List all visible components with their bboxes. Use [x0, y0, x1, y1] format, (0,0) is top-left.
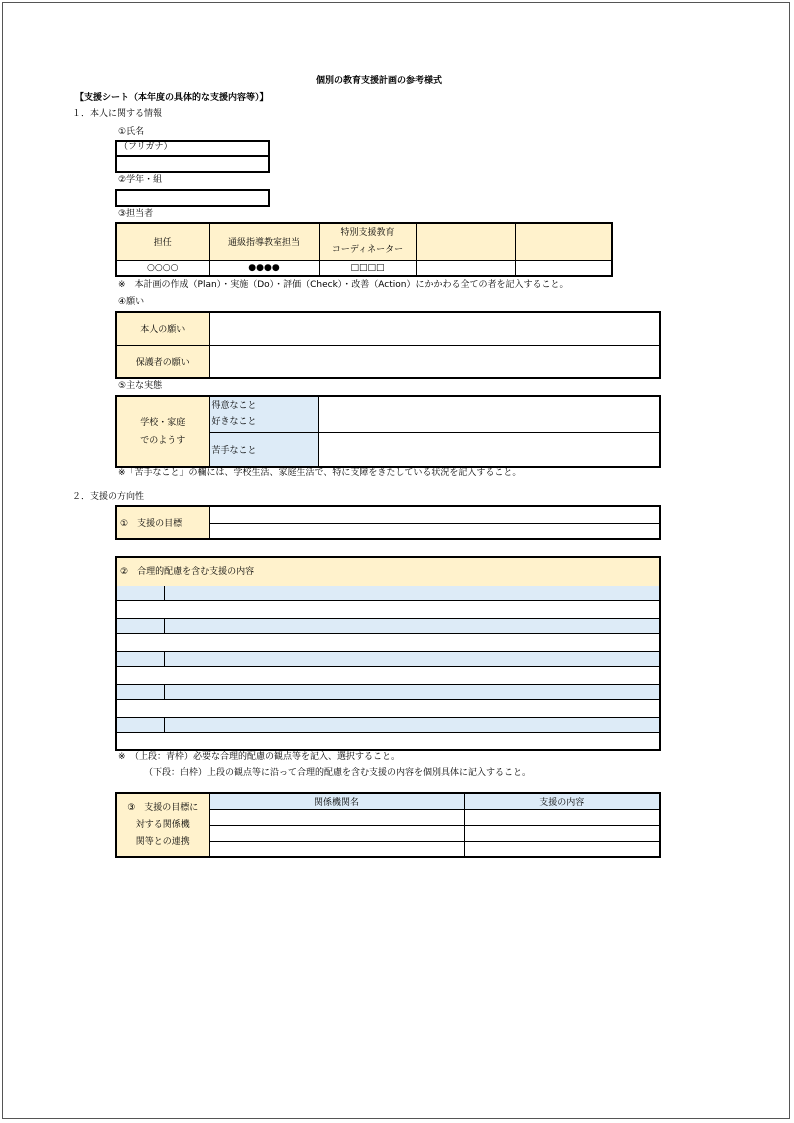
- support-viewpoint-row[interactable]: [117, 586, 659, 601]
- staff-header-coordinator: [319, 223, 416, 260]
- support-note-1: ※ （上段：青枠）必要な合理的配慮の観点等を記入、選択すること。: [118, 752, 401, 762]
- document-title: 個別の教育支援計画の参考様式: [316, 76, 443, 86]
- wish-guardian-input[interactable]: [209, 345, 660, 378]
- support-viewpoint-divider: [164, 718, 165, 733]
- goal-input-1[interactable]: [209, 506, 660, 523]
- staff-header-blank-1: [416, 223, 515, 260]
- support-viewpoint-divider: [164, 652, 165, 667]
- support-content-row[interactable]: [117, 667, 659, 685]
- content-input-3[interactable]: [464, 841, 660, 857]
- agency-input-1[interactable]: [209, 809, 464, 825]
- name-label: ①氏名: [118, 127, 145, 137]
- support-viewpoint-row[interactable]: [117, 652, 659, 667]
- wish-self-label: 本人の願い: [116, 312, 209, 345]
- staff-value-tsukyu[interactable]: ●●●●: [209, 260, 319, 276]
- cooperation-col-agency: 関係機関名: [209, 793, 464, 809]
- staff-header-blank-2: [515, 223, 612, 260]
- content-input-2[interactable]: [464, 825, 660, 841]
- good-line2: 好きなこと: [211, 417, 257, 428]
- weak-things-input[interactable]: [318, 432, 660, 467]
- staff-table: [115, 222, 613, 277]
- support-viewpoint-row[interactable]: [117, 619, 659, 634]
- agency-input-3[interactable]: [209, 841, 464, 857]
- weak-things-label: 苦手なこと: [209, 432, 318, 467]
- name-box: [115, 140, 270, 173]
- cooperation-label: [116, 793, 209, 857]
- support-content-row[interactable]: [117, 700, 659, 718]
- support-viewpoint-divider: [164, 586, 165, 601]
- support-content-row[interactable]: [117, 601, 659, 619]
- wishes-table: [115, 311, 661, 379]
- section2-heading: ２．支援の方向性: [72, 492, 145, 502]
- coordinator-line1: 特別支援教育: [340, 227, 395, 238]
- cooperation-col-content: 支援の内容: [464, 793, 660, 809]
- situation-table: [115, 395, 661, 468]
- staff-value-coordinator[interactable]: □□□□: [319, 260, 416, 276]
- support-viewpoint-row[interactable]: [117, 718, 659, 733]
- coop-line3: 関等との連携: [135, 836, 190, 847]
- support-viewpoint-row[interactable]: [117, 685, 659, 700]
- situation-label: ⑤主な実態: [118, 381, 163, 391]
- wishes-label: ④願い: [118, 297, 145, 307]
- situation-left-line2: でのようす: [140, 435, 186, 446]
- staff-value-homeroom[interactable]: ○○○○: [116, 260, 209, 276]
- furigana-label: （フリガナ）: [119, 142, 173, 152]
- situation-left-label: [116, 396, 209, 467]
- support-content-row[interactable]: [117, 634, 659, 652]
- grade-input-box[interactable]: [115, 189, 270, 207]
- cooperation-table: [115, 792, 661, 858]
- sheet-title: 【支援シート（本年度の具体的な支援内容等）】: [75, 93, 269, 103]
- wish-self-input[interactable]: [209, 312, 660, 345]
- grade-label: ②学年・組: [118, 175, 163, 185]
- coop-line1: ③ 支援の目標に: [127, 802, 199, 813]
- good-things-input[interactable]: [318, 396, 660, 432]
- wish-guardian-label: 保護者の願い: [116, 345, 209, 378]
- support-content-row[interactable]: [117, 733, 659, 749]
- goal-label: ① 支援の目標: [116, 506, 209, 539]
- good-things-label: [209, 396, 318, 432]
- staff-label: ③担当者: [118, 209, 154, 219]
- situation-note: ※「苦手なこと」の欄には、学校生活、家庭生活で、特に支障をきたしている状況を記入すること。: [118, 468, 522, 478]
- coordinator-line2: コーディネーター: [331, 244, 404, 255]
- goal-table: [115, 505, 661, 540]
- support-viewpoint-divider: [164, 619, 165, 634]
- agency-input-2[interactable]: [209, 825, 464, 841]
- name-divider: [117, 155, 268, 157]
- goal-input-2[interactable]: [209, 523, 660, 539]
- good-line1: 得意なこと: [211, 401, 257, 412]
- section1-heading: １．本人に関する情報: [72, 109, 163, 119]
- situation-left-line1: 学校・家庭: [140, 417, 186, 428]
- staff-value-blank-1[interactable]: [416, 260, 515, 276]
- staff-header-homeroom: 担任: [116, 223, 209, 260]
- support-content-header: ② 合理的配慮を含む支援の内容: [117, 558, 659, 588]
- staff-header-tsukyu: 通級指導教室担当: [209, 223, 319, 260]
- support-viewpoint-divider: [164, 685, 165, 700]
- support-note-2: （下段：白枠）上段の観点等に沿って合理的配慮を含む支援の内容を個別具体に記入すること。: [144, 768, 532, 778]
- staff-note: ※ 本計画の作成（Plan）・実施（Do）・評価（Check）・改善（Action）にかかわる全ての者を記入すること。: [118, 280, 569, 290]
- content-input-1[interactable]: [464, 809, 660, 825]
- coop-line2: 対する関係機: [135, 819, 190, 830]
- staff-value-blank-2[interactable]: [515, 260, 612, 276]
